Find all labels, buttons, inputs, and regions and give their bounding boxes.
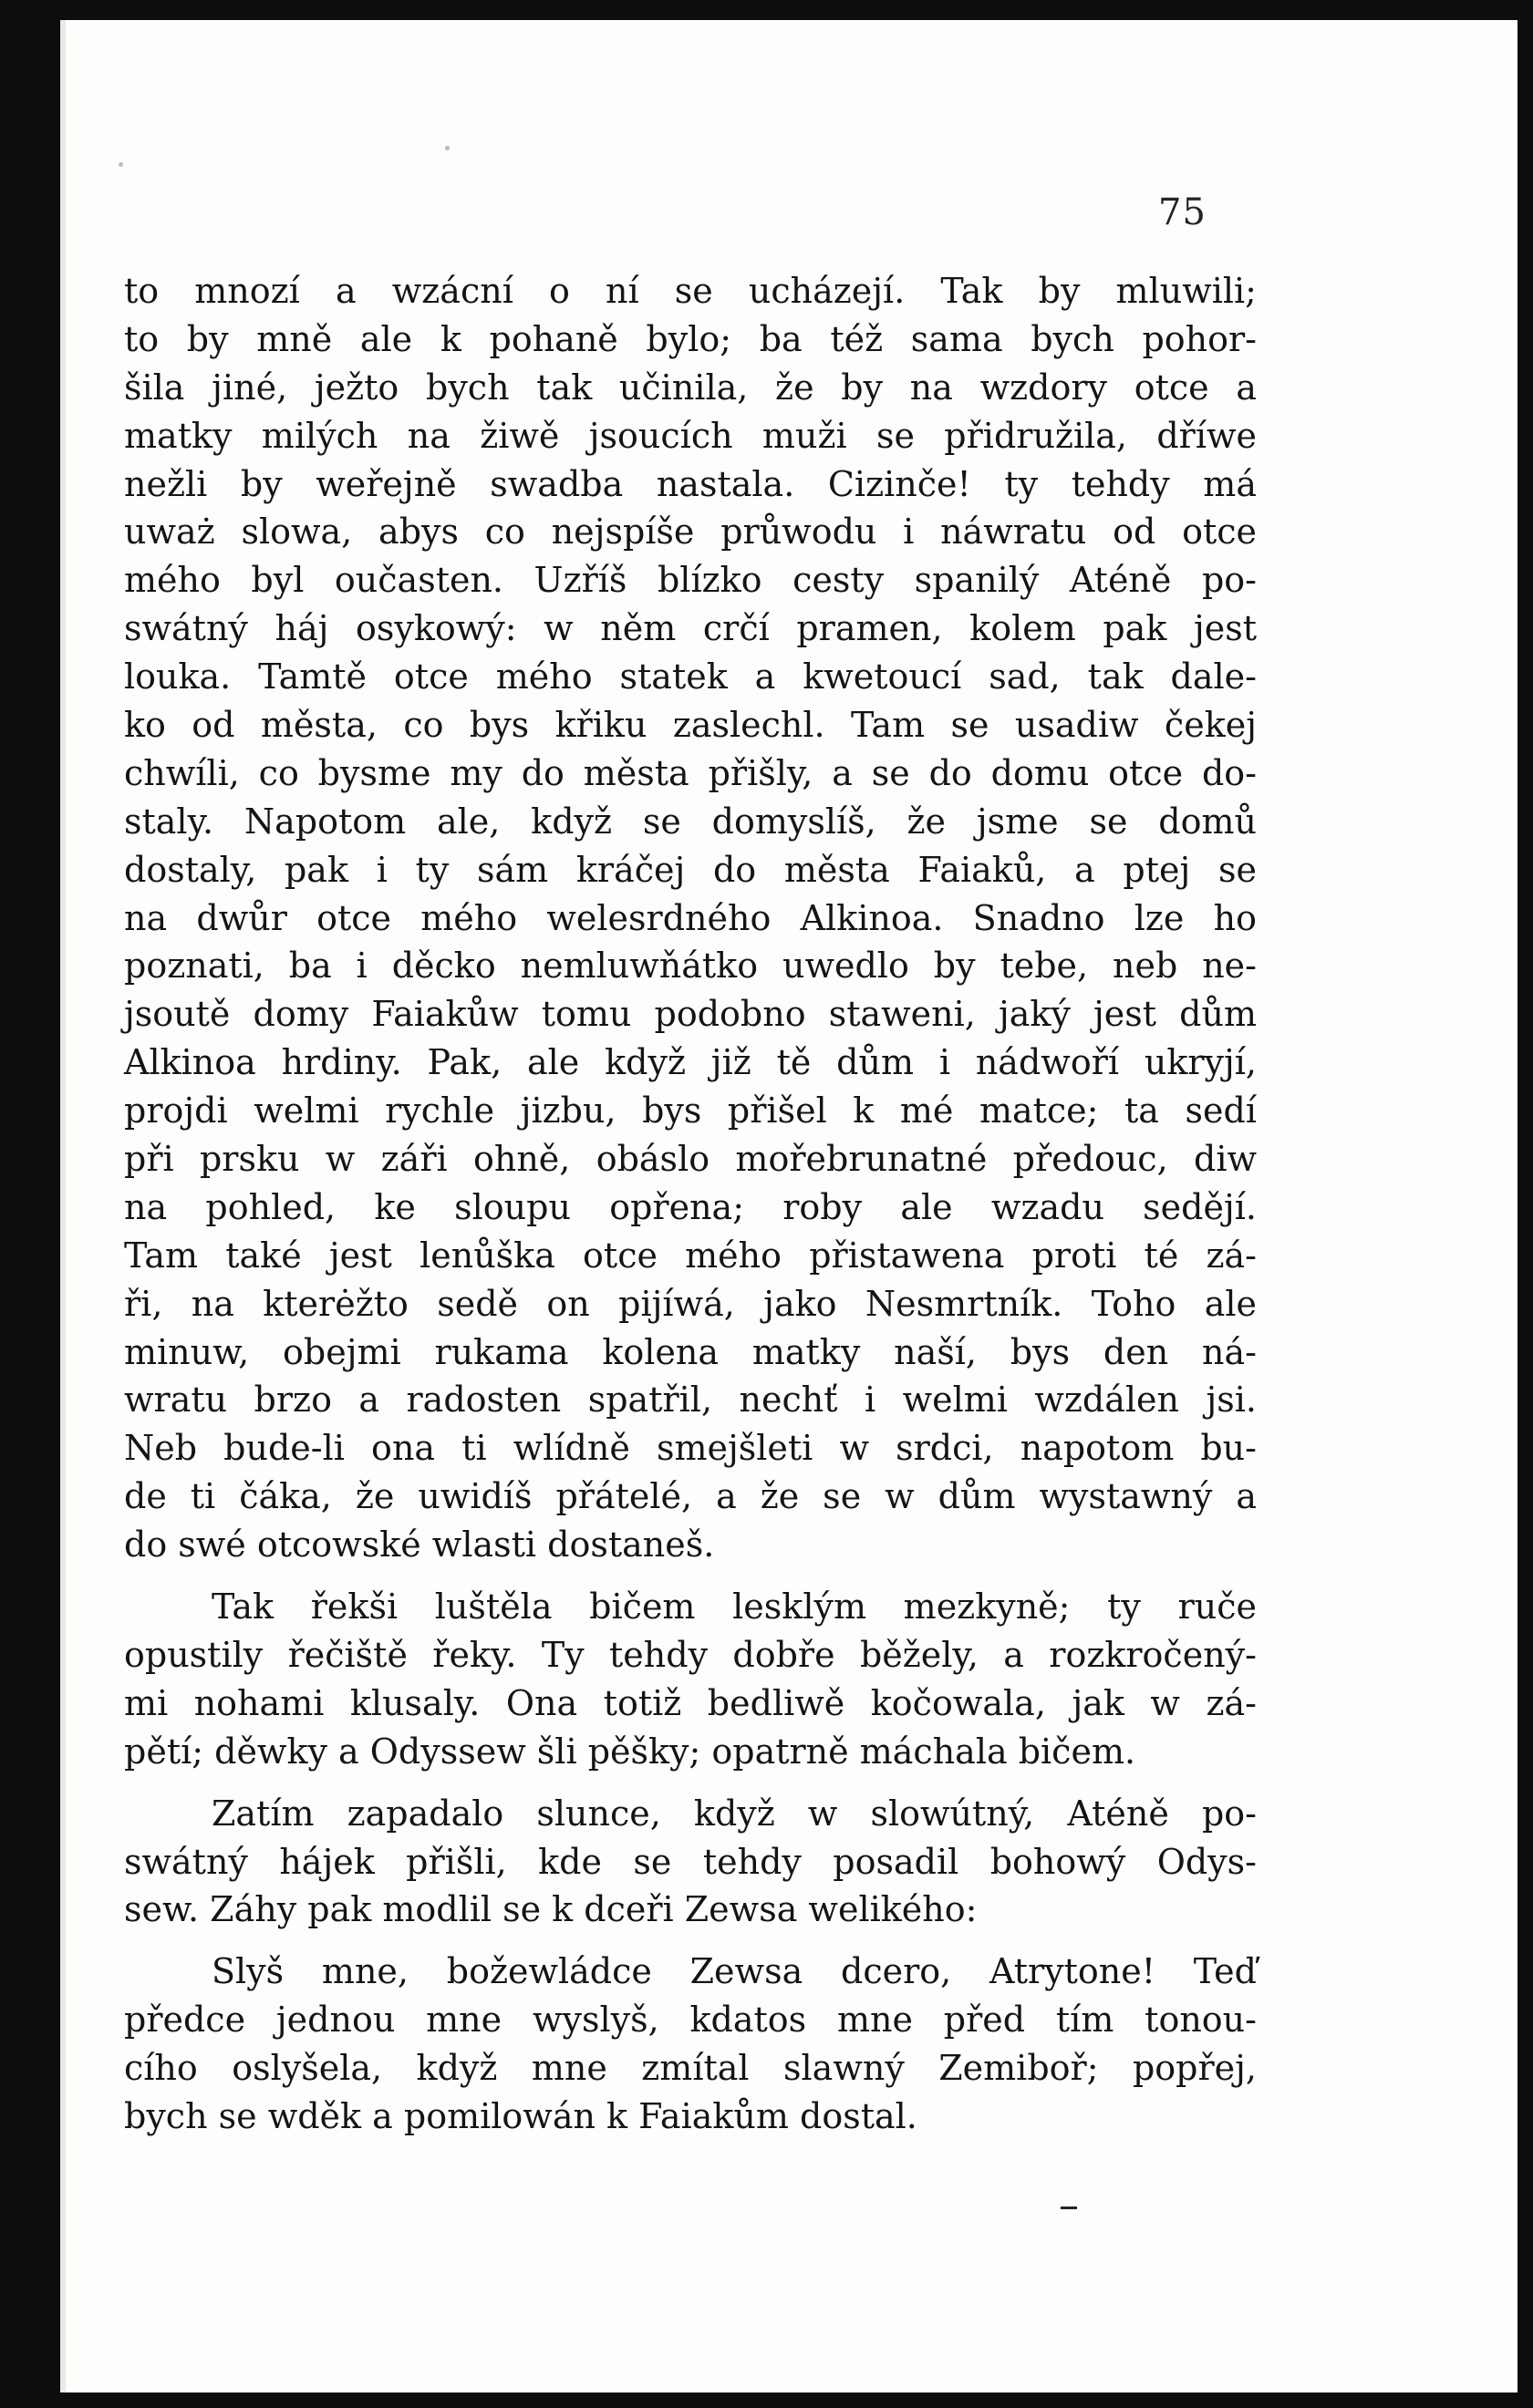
- text-line: staly. Napotom ale, když se domyslíš, že jsme se domů: [124, 801, 1257, 842]
- text-line: na pohled, ke sloupu opřena; roby ale wzadu sedějí.: [124, 1186, 1257, 1227]
- text-line: ko od města, co bys křiku zaslechl. Tam se usadiw čekej: [124, 705, 1257, 746]
- text-line: Alkinoa hrdiny. Pak, ale když již tě dům i nádwoří ukryjí,: [124, 1042, 1257, 1083]
- paragraph: [124, 1583, 1257, 1776]
- body-text: [124, 267, 1257, 2141]
- text-line: minuw, obejmi rukama kolena matky naší, bys den ná-: [124, 1331, 1257, 1372]
- text-line: bych se wděk a pomilowán k Faiakům dostal.: [124, 2095, 917, 2136]
- paragraph-gap: [124, 1934, 1257, 1948]
- text-line: sew. Záhy pak modlil se k dceři Zewsa welikého:: [124, 1889, 978, 1930]
- footer-dash: [1061, 2206, 1077, 2209]
- text-line: swátný hájek přišli, kde se tehdy posadil bohowý Odys-: [124, 1841, 1257, 1882]
- text-line: pětí; děwky a Odyssew šli pěšky; opatrně máchala bičem.: [124, 1731, 1136, 1772]
- text-line: wratu brzo a radosten spatřil, nechť i welmi wzdálen jsi.: [124, 1380, 1257, 1421]
- text-line: swátný háj osykowý: w něm crčí pramen, kolem pak jest: [124, 608, 1257, 649]
- text-line: projdi welmi rychle jizbu, bys přišel k mé matce; ta sedí: [124, 1090, 1257, 1132]
- text-line: Zatím zapadalo slunce, když w slowútný, Aténě po-: [212, 1793, 1257, 1834]
- paper-speck: [119, 162, 123, 167]
- paragraph: [124, 1790, 1257, 1935]
- text-line: při prsku w záři ohně, obáslo mořebrunatné předouc, diw: [124, 1139, 1257, 1180]
- paragraph: [124, 267, 1257, 1569]
- text-line: mého byl oučasten. Uzříš blízko cesty spanilý Aténě po-: [124, 560, 1257, 601]
- text-line: dostaly, pak i ty sám kráčej do města Faiaků, a ptej se: [124, 849, 1257, 890]
- text-line: mi nohami klusaly. Ona totiž bedliwě kočowala, jak w zá-: [124, 1682, 1257, 1723]
- text-line: jsoutě domy Faiakůw tomu podobno staweni, jaký jest dům: [124, 994, 1257, 1035]
- text-line: Slyš mne, božewládce Zewsa dcero, Atrytone! Teď: [212, 1951, 1257, 1992]
- paragraph-gap: [124, 1569, 1257, 1583]
- text-line: to by mně ale k pohaně bylo; ba též sama bych pohor-: [124, 318, 1257, 359]
- text-line: opustily řečiště řeky. Ty tehdy dobře běžely, a rozkročený-: [124, 1634, 1257, 1675]
- paragraph: [124, 1948, 1257, 2141]
- text-line: nežli by weřejně swadba nastala. Cizinče! ty tehdy má: [124, 463, 1257, 504]
- text-line: do swé otcowské wlasti dostaneš.: [124, 1524, 715, 1566]
- text-line: matky milých na žiwě jsoucích muži se přidružila, dříwe: [124, 415, 1257, 456]
- text-line: to mnozí a wzácní o ní se ucházejí. Tak by mluwili;: [124, 271, 1257, 311]
- paper-speck: [445, 146, 450, 150]
- text-line: chwíli, co bysme my do města přišly, a se do domu otce do-: [124, 752, 1257, 793]
- page-number: 75: [1158, 191, 1207, 233]
- paragraph-gap: [124, 1776, 1257, 1790]
- text-line: poznati, ba i děcko nemluwňátko uwedlo by tebe, neb ne-: [124, 946, 1257, 987]
- page-edge: [60, 20, 66, 2392]
- text-line: šila jiné, ježto bych tak učinila, že by na wzdory otce a: [124, 367, 1257, 408]
- text-line: Tak řekši luštěla bičem lesklým mezkyně; ty ruče: [212, 1586, 1257, 1628]
- text-line: ři, na kterėžto sedě on pijíwá, jako Nesmrtník. Toho ale: [124, 1283, 1257, 1324]
- text-line: uważ slowa, abys co nejspíše průwodu i náwratu od otce: [124, 512, 1257, 553]
- text-line: cího oslyšela, když mne zmítal slawný Zemiboř; popřej,: [124, 2048, 1257, 2089]
- text-line: Neb bude-li ona ti wlídně smejšleti w srdci, napotom bu-: [124, 1428, 1257, 1469]
- text-line: de ti čáka, že uwidíš přátelé, a že se w dům wystawný a: [124, 1476, 1257, 1517]
- text-line: předce jednou mne wyslyš, kdatos mne před tím tonou-: [124, 2000, 1257, 2041]
- text-line: louka. Tamtě otce mého statek a kwetoucí sad, tak dale-: [124, 656, 1257, 698]
- text-line: na dwůr otce mého welesrdného Alkinoa. Snadno lze ho: [124, 897, 1257, 938]
- text-line: Tam také jest lenůška otce mého přistawena proti té zá-: [124, 1235, 1257, 1276]
